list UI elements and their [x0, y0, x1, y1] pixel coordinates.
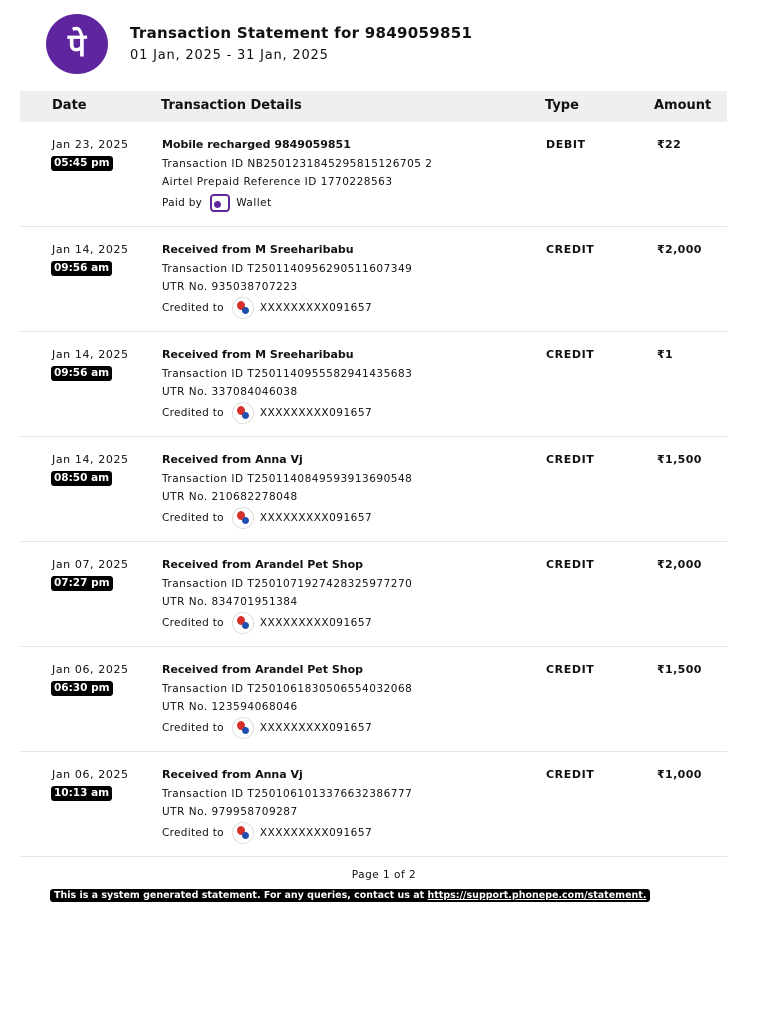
payment-account: Wallet	[236, 197, 272, 209]
payment-method-label: Credited to	[162, 302, 224, 314]
transaction-table	[20, 91, 727, 857]
footer-note	[50, 889, 650, 902]
payment-method	[162, 192, 272, 214]
payment-account: XXXXXXXXX091657	[259, 512, 373, 524]
table-row	[20, 122, 727, 227]
payment-method	[162, 507, 372, 529]
bank-icon	[232, 717, 254, 739]
transaction-party: Received from Anna Vj	[162, 768, 303, 781]
bank-icon	[232, 822, 254, 844]
transaction-amount: ₹1,000	[657, 768, 702, 781]
transaction-amount: ₹2,000	[657, 243, 702, 256]
transaction-id: Transaction ID T2501140956290511607349	[162, 263, 413, 275]
transaction-id: Transaction ID T2501140955582941435683	[162, 368, 413, 380]
table-row	[20, 437, 727, 542]
transaction-time: 08:50 am	[51, 471, 112, 486]
transaction-party: Received from M Sreeharibabu	[162, 243, 354, 256]
transaction-time: 07:27 pm	[51, 576, 113, 591]
transaction-type: CREDIT	[546, 348, 595, 361]
payment-method-label: Credited to	[162, 722, 224, 734]
payment-method-label: Credited to	[162, 512, 224, 524]
payment-method-label: Credited to	[162, 827, 224, 839]
transaction-party: Received from M Sreeharibabu	[162, 348, 354, 361]
transaction-time: 09:56 am	[51, 261, 112, 276]
statement-period: 01 Jan, 2025 - 31 Jan, 2025	[130, 48, 329, 63]
column-header-amount: Amount	[654, 98, 712, 113]
payment-method-label: Credited to	[162, 407, 224, 419]
utr-number: UTR No. 210682278048	[162, 491, 298, 503]
transaction-amount: ₹22	[657, 138, 682, 151]
payment-method	[162, 297, 372, 319]
column-header-date: Date	[52, 98, 87, 113]
payment-method	[162, 402, 372, 424]
utr-number: UTR No. 935038707223	[162, 281, 298, 293]
transaction-time: 05:45 pm	[51, 156, 113, 171]
payment-method	[162, 822, 372, 844]
table-row	[20, 227, 727, 332]
statement-header	[46, 14, 726, 74]
bank-icon	[232, 612, 254, 634]
table-row	[20, 542, 727, 647]
phonepe-logo-icon: पे	[46, 14, 108, 74]
column-header-details: Transaction Details	[161, 98, 302, 113]
transaction-amount: ₹1	[657, 348, 674, 361]
transaction-date: Jan 14, 2025	[52, 243, 129, 256]
transaction-amount: ₹1,500	[657, 663, 702, 676]
transaction-party: Received from Arandel Pet Shop	[162, 663, 363, 676]
payment-method-label: Paid by	[162, 197, 203, 209]
transaction-id: Transaction ID T2501061013376632386777	[162, 788, 413, 800]
payment-method-label: Credited to	[162, 617, 224, 629]
payment-account: XXXXXXXXX091657	[259, 407, 373, 419]
transaction-id: Transaction ID NB2501231845295815126705 2	[162, 158, 433, 170]
transaction-party: Mobile recharged 9849059851	[162, 138, 351, 151]
payment-method	[162, 717, 372, 739]
transaction-type: CREDIT	[546, 663, 595, 676]
table-row	[20, 647, 727, 752]
payment-account: XXXXXXXXX091657	[259, 617, 373, 629]
utr-number: UTR No. 123594068046	[162, 701, 298, 713]
transaction-date: Jan 07, 2025	[52, 558, 129, 571]
payment-account: XXXXXXXXX091657	[259, 722, 373, 734]
transaction-date: Jan 14, 2025	[52, 348, 129, 361]
reference-id: Airtel Prepaid Reference ID 1770228563	[162, 176, 393, 188]
wallet-icon	[210, 194, 230, 212]
table-row	[20, 752, 727, 857]
transaction-time: 06:30 pm	[51, 681, 113, 696]
transaction-id: Transaction ID T2501140849593913690548	[162, 473, 413, 485]
transaction-time: 10:13 am	[51, 786, 112, 801]
utr-number: UTR No. 979958709287	[162, 806, 298, 818]
payment-account: XXXXXXXXX091657	[259, 827, 373, 839]
footer-note-text: This is a system generated statement. For any queries, contact us at	[54, 890, 425, 901]
transaction-amount: ₹2,000	[657, 558, 702, 571]
table-row	[20, 332, 727, 437]
statement-title: Transaction Statement for 9849059851	[130, 24, 473, 42]
transaction-id: Transaction ID T2501061830506554032068	[162, 683, 413, 695]
transaction-amount: ₹1,500	[657, 453, 702, 466]
column-header-type: Type	[545, 98, 579, 113]
utr-number: UTR No. 834701951384	[162, 596, 298, 608]
transaction-party: Received from Arandel Pet Shop	[162, 558, 363, 571]
transaction-date: Jan 14, 2025	[52, 453, 129, 466]
transaction-type: CREDIT	[546, 558, 595, 571]
transaction-type: CREDIT	[546, 453, 595, 466]
transaction-type: DEBIT	[546, 138, 586, 151]
bank-icon	[232, 402, 254, 424]
bank-icon	[232, 297, 254, 319]
transaction-time: 09:56 am	[51, 366, 112, 381]
transaction-date: Jan 23, 2025	[52, 138, 129, 151]
transaction-date: Jan 06, 2025	[52, 768, 129, 781]
payment-method	[162, 612, 372, 634]
bank-icon	[232, 507, 254, 529]
transaction-id: Transaction ID T2501071927428325977270	[162, 578, 413, 590]
payment-account: XXXXXXXXX091657	[259, 302, 373, 314]
support-link[interactable]: https://support.phonepe.com/statement.	[427, 890, 647, 901]
transaction-party: Received from Anna Vj	[162, 453, 303, 466]
transaction-type: CREDIT	[546, 243, 595, 256]
utr-number: UTR No. 337084046038	[162, 386, 298, 398]
transaction-type: CREDIT	[546, 768, 595, 781]
transaction-date: Jan 06, 2025	[52, 663, 129, 676]
page-number: Page 1 of 2	[351, 869, 417, 881]
table-header	[20, 91, 727, 122]
